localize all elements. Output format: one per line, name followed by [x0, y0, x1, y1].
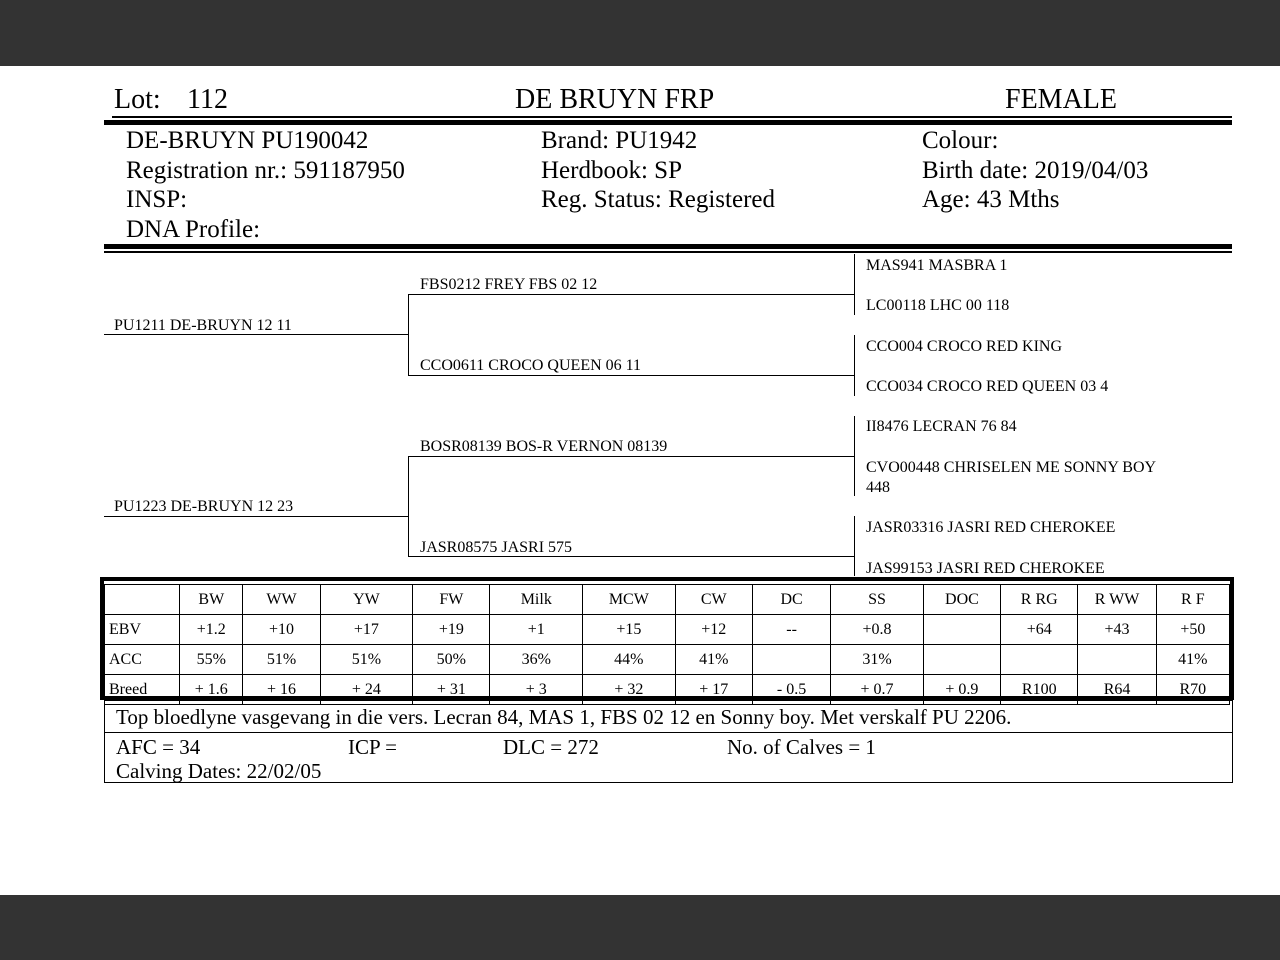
- breeder-name: DE BRUYN FRP: [515, 84, 715, 115]
- table-cell: [923, 645, 1000, 675]
- table-cell: + 17: [675, 675, 752, 705]
- info-rule-thick: [104, 244, 1232, 249]
- ebv-header-row: [105, 585, 1230, 615]
- pedigree-dam-sire: BOSR08139 BOS-R VERNON 08139: [420, 438, 668, 455]
- lot-label: Lot:: [114, 84, 161, 115]
- table-cell: +64: [1001, 615, 1078, 645]
- table-cell: +19: [413, 615, 490, 645]
- dna-profile-label: DNA Profile:: [126, 216, 261, 243]
- table-cell: +50: [1156, 615, 1229, 645]
- table-cell: R100: [1001, 675, 1078, 705]
- pedigree-ggp: LC00118 LHC 00 118: [866, 297, 1010, 314]
- table-header-cell: CW: [675, 585, 752, 615]
- table-cell: 55%: [180, 645, 243, 675]
- table-cell: 31%: [831, 645, 924, 675]
- table-cell: 41%: [1156, 645, 1229, 675]
- calving-dates: Calving Dates: 22/02/05: [116, 759, 322, 783]
- pedigree-sire: PU1211 DE-BRUYN 12 11: [114, 317, 292, 334]
- table-header-cell: FW: [413, 585, 490, 615]
- row-label: ACC: [105, 645, 180, 675]
- table-cell: [752, 645, 830, 675]
- info-rule-thin: [104, 251, 1232, 253]
- table-cell: [1001, 645, 1078, 675]
- dam-sire-line: [408, 456, 855, 457]
- table-cell: --: [752, 615, 830, 645]
- table-cell: +15: [583, 615, 676, 645]
- insp-label: INSP:: [126, 186, 188, 213]
- table-cell: - 0.5: [752, 675, 830, 705]
- pedigree-sire-dam: CCO0611 CROCO QUEEN 06 11: [420, 357, 642, 374]
- afc-value: AFC = 34: [116, 735, 201, 759]
- ggp-bracket-4: [854, 516, 855, 576]
- row-label: Breed: [105, 675, 180, 705]
- top-letterbox-bar: [0, 0, 1280, 66]
- table-cell: +0.8: [831, 615, 924, 645]
- dam-dam-line: [408, 556, 855, 557]
- table-header-cell: MCW: [583, 585, 676, 615]
- table-cell: R70: [1156, 675, 1229, 705]
- table-header-cell: R WW: [1078, 585, 1156, 615]
- ggp-bracket-2: [854, 335, 855, 396]
- table-cell: +17: [320, 615, 413, 645]
- reg-status-field: Reg. Status: Registered: [541, 186, 775, 213]
- header-rule-thin: [112, 116, 1232, 118]
- table-cell: + 32: [583, 675, 676, 705]
- ebv-row: [105, 615, 1230, 645]
- table-header-cell: [105, 585, 180, 615]
- sex-label: FEMALE: [1005, 84, 1117, 115]
- pedigree-sire-sire: FBS0212 FREY FBS 02 12: [420, 276, 598, 293]
- table-cell: + 24: [320, 675, 413, 705]
- table-cell: + 0.9: [923, 675, 1000, 705]
- ebv-table: [104, 584, 1230, 705]
- table-cell: R64: [1078, 675, 1156, 705]
- pedigree-ggp: CCO034 CROCO RED QUEEN 03 4: [866, 378, 1109, 395]
- birth-date-field: Birth date: 2019/04/03: [922, 157, 1149, 184]
- table-cell: + 1.6: [180, 675, 243, 705]
- table-cell: 50%: [413, 645, 490, 675]
- calves-count: No. of Calves = 1: [727, 735, 876, 759]
- brand-field: Brand: PU1942: [541, 127, 698, 154]
- table-header-cell: YW: [320, 585, 413, 615]
- pedigree-ggp: CCO004 CROCO RED KING: [866, 338, 1063, 355]
- table-cell: 36%: [490, 645, 583, 675]
- table-cell: + 31: [413, 675, 490, 705]
- table-header-cell: R RG: [1001, 585, 1078, 615]
- sire-sire-line: [408, 294, 855, 295]
- pedigree-ggp: CVO00448 CHRISELEN ME SONNY BOY: [866, 459, 1157, 476]
- table-cell: + 16: [243, 675, 320, 705]
- dam-line: [104, 516, 409, 517]
- colour-field: Colour:: [922, 127, 999, 154]
- table-header-cell: Milk: [490, 585, 583, 615]
- sire-dam-line: [408, 375, 855, 376]
- animal-name: DE-BRUYN PU190042: [126, 127, 369, 154]
- lot-number: 112: [187, 84, 228, 115]
- age-field: Age: 43 Mths: [922, 186, 1060, 213]
- row-label: EBV: [105, 615, 180, 645]
- table-header-cell: R F: [1156, 585, 1229, 615]
- table-cell: +10: [243, 615, 320, 645]
- sire-bracket: [408, 294, 409, 376]
- dam-bracket: [408, 456, 409, 557]
- dlc-value: DLC = 272: [503, 735, 599, 759]
- table-header-cell: DC: [752, 585, 830, 615]
- table-cell: +43: [1078, 615, 1156, 645]
- comment-box: [104, 700, 1233, 733]
- pedigree-dam: PU1223 DE-BRUYN 12 23: [114, 498, 294, 515]
- ggp-bracket-3: [854, 416, 855, 496]
- table-cell: 44%: [583, 645, 676, 675]
- sire-line: [104, 334, 409, 335]
- pedigree-ggp: II8476 LECRAN 76 84: [866, 418, 1017, 435]
- calving-box: [104, 732, 1233, 783]
- pedigree-dam-dam: JASR08575 JASRI 575: [420, 539, 573, 556]
- icp-value: ICP =: [348, 735, 397, 759]
- comment-text: Top bloedlyne vasgevang in die vers. Lecran 84, MAS 1, FBS 02 12 en Sonny boy. Met verskalf PU 2206.: [116, 705, 1012, 729]
- table-cell: +1: [490, 615, 583, 645]
- registration-number: Registration nr.: 591187950: [126, 157, 405, 184]
- pedigree-ggp-continued: 448: [866, 479, 890, 496]
- table-cell: 41%: [675, 645, 752, 675]
- table-cell: 51%: [243, 645, 320, 675]
- table-header-cell: WW: [243, 585, 320, 615]
- herdbook-field: Herdbook: SP: [541, 157, 682, 184]
- table-cell: +12: [675, 615, 752, 645]
- table-cell: 51%: [320, 645, 413, 675]
- header-rule-thick: [104, 120, 1232, 125]
- table-header-cell: DOC: [923, 585, 1000, 615]
- bottom-letterbox-bar: [0, 895, 1280, 960]
- pedigree-ggp: MAS941 MASBRA 1: [866, 257, 1008, 274]
- table-header-cell: BW: [180, 585, 243, 615]
- acc-row: [105, 645, 1230, 675]
- ggp-bracket-1: [854, 254, 855, 315]
- table-cell: + 0.7: [831, 675, 924, 705]
- table-cell: +1.2: [180, 615, 243, 645]
- table-cell: [923, 615, 1000, 645]
- table-cell: [1078, 645, 1156, 675]
- pedigree-ggp: JAS99153 JASRI RED CHEROKEE: [866, 560, 1105, 577]
- pedigree-ggp: JASR03316 JASRI RED CHEROKEE: [866, 519, 1116, 536]
- table-header-cell: SS: [831, 585, 924, 615]
- table-cell: + 3: [490, 675, 583, 705]
